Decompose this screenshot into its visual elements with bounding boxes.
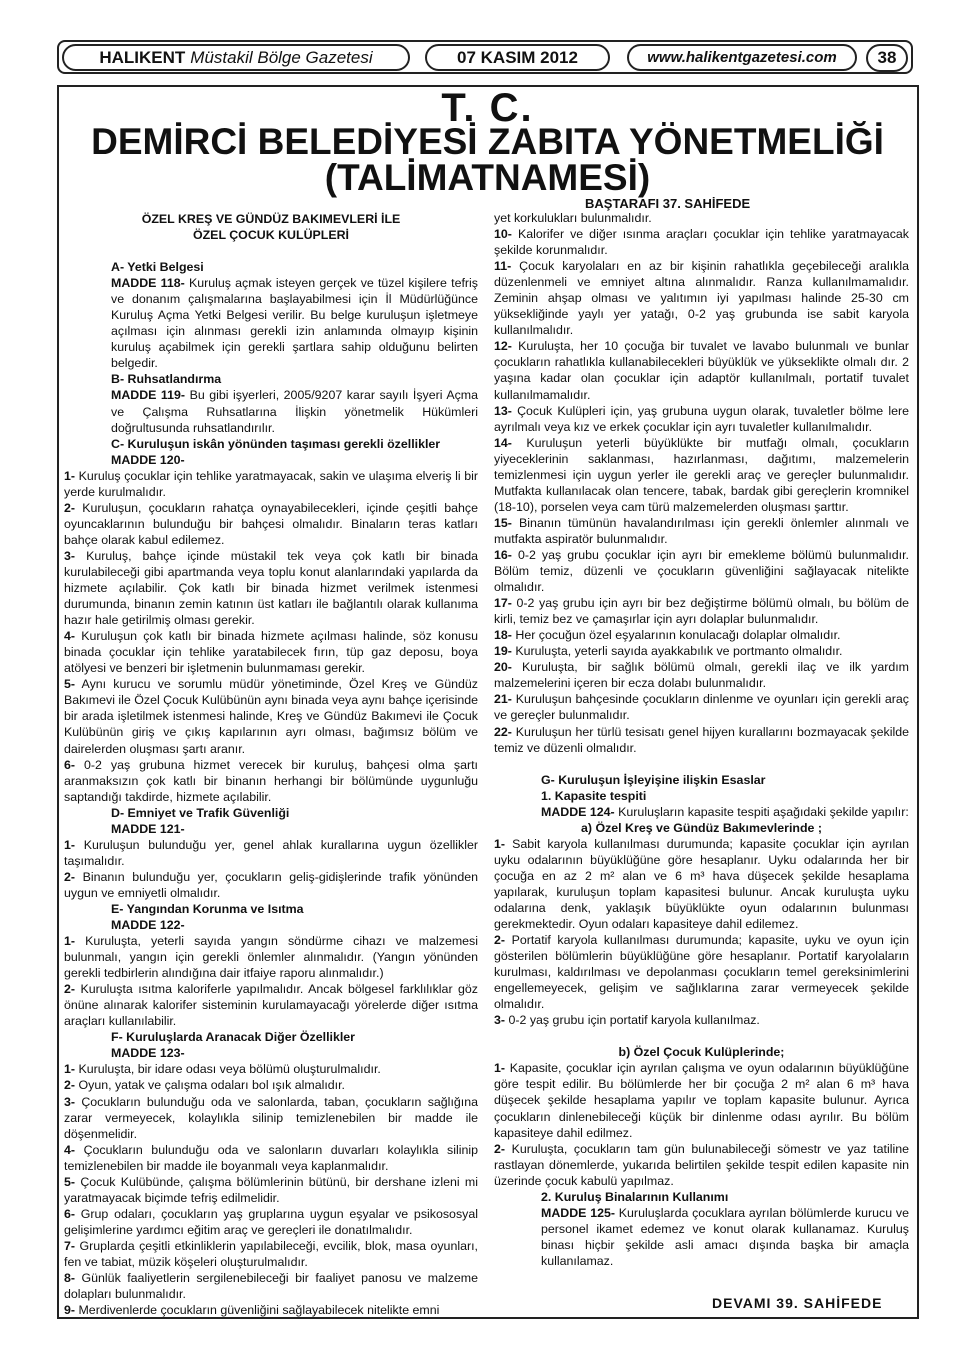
list-item: 2- Binanın bulunduğu yer, çocukların geliş-gidişlerinde trafik yönünden uygun ve emniyetli olmalıdır.	[64, 869, 478, 900]
left-column	[64, 211, 478, 1318]
title-line-1: T. C.	[441, 86, 534, 130]
list-item: 3- Kuruluş, bahçe içinde müstakil tek veya çok katlı bir binada kurulabileceği gibi apartmanda veya toplu konut alanlarındaki yapılarda da hizmete açılabilir. Çok katlı bir binada hizmet verilmek istenmesi durumunda, binanın zemin katının üst katları ile bağlantılı olarak kullanıma hazır hale getirilmiş olması gerekir.	[64, 548, 478, 628]
list-item: yet korkulukları bulunmalıdır.	[494, 211, 652, 225]
title-line-2: DEMİRCİ BELEDİYESİ ZABITA YÖNETMELİĞİ	[91, 121, 884, 162]
subsection-title: b) Özel Çocuk Kulüplerinde;	[618, 1045, 785, 1060]
paper-subtitle: Müstakil Bölge Gazetesi	[190, 47, 373, 67]
list-item: 17- 0-2 yaş grubu için ayrı bir bez değiştirme bölümü olmalı, bu bölüm de kirli, temiz bez ve çamaşırlar için ayrı dolaplar bulunmalıdır.	[494, 596, 909, 627]
list-item: 2- Kuruluşun, çocukların rahatça oynayabilecekleri, içinde çeşitli bahçe oyuncaklarının bulunduğu bir bahçesi olmalıdır. Binaların teras katları bahçe olarak kabul edilemez.	[64, 500, 478, 547]
article-paragraph: MADDE 118- Kuruluş açmak isteyen gerçek ve tüzel kişilere tefriş ve donanım çalışmalarına başlayabilmesi için İl Müdürlüğünce Kuruluş Açma Yetki Belgesi verilir. Bu belge kuruluşun işletmeye açılması için alınması gerekli izin anlamında olmayıp kişinin kuruluş açabilmek için gerekli şartlara sahip olduğunu belirten belgedir.	[111, 276, 478, 371]
subsection-title: a) Özel Kreş ve Gündüz Bakımevlerinde ;	[580, 820, 822, 835]
list-item: 14- Kuruluşun yeterli büyüklükte bir mutfağı olmalı, çocukların yiyeceklerinin saklanması, hazırlanması, dağıtımı, malzemelerin temizlenmesi için uygun yerler ile gerekli araç ve gereçler bulunmalıdır. Mutfakta kullanılacak olan tencere, tabak, bardak gibi gereçlerin kromnikel (18-10), porselen veya cam türü malzemelerden oluşması şarttır.	[494, 435, 909, 514]
list-item: 1- Kuruluşta, bir idare odası veya bölümü oluşturulmalıdır.	[64, 1062, 381, 1077]
list-item: 1- Kapasite, çocuklar için ayrılan çalışma ve oyun odalarının büyüklüğüne göre tespit edilir. Bu bölümlerde her bir çocuğa 2 m² alan 6 m³ hava düşecek şekilde hesaplama yapılır ve toplam kapasite bulunur. Ayrıca çocukların dinlenebileceği küçük bir dinlenme odası ayrılır. Bu bölüm kapasiteye dahil edilmez.	[494, 1061, 909, 1140]
continued-to: DEVAMI 39. SAHİFEDE	[712, 1295, 883, 1311]
subsection-title: 1. Kapasite tespiti	[541, 788, 647, 803]
list-item: 21- Kuruluşun bahçesinde çocukların dinlenme ve oyunları için gerekli araç ve gereçler bulunmalıdır.	[494, 692, 909, 723]
list-item: 13- Çocuk Kulüpleri için, yaş grubuna uygun olarak, tuvaletler bölme lere ayrılmalı veya kız ve erkek çocuklar için ayrı tuvaletler kullanılmalıdır.	[494, 403, 909, 434]
list-item: 3- 0-2 yaş grubu için portatif karyola kullanılmaz.	[494, 1013, 760, 1028]
list-item: 5- Aynı kurucu ve sorumlu müdür yönetiminde, Özel Kreş ve Gündüz Bakımevi ile Özel Çocuk Kulübünün aynı binada veya aynı bahçe içerisinde bir arada işletilmek istenmesi halinde, Kreş ve Gündüz Bakımevi ile Çocuk Kulübünün giriş ve çıkış kapılarının ayrı olması, bağımsız bölüm ve dairelerden oluşması şartı aranır.	[64, 677, 478, 756]
subsection-title: E- Yangından Korunma ve Isıtma	[111, 901, 304, 916]
subsection-title: A- Yetki Belgesi	[111, 260, 204, 275]
list-item: 2- Oyun, yatak ve çalışma odaları bol ışık almalıdır.	[64, 1078, 345, 1093]
list-item: 7- Gruplarda çeşitli etkinliklerin yapılabileceği, evcilik, blok, masa oyunları, fen ve tabiat, müzik köşeleri oluşturulmalıdır.	[64, 1238, 478, 1269]
page-number: 38	[866, 44, 908, 72]
article-paragraph: MADDE 125- Kuruluşlarda çocuklara ayrılan bölümlerde kurucu ve personel ikamet edemez ve konut olarak kullanamaz. Kuruluş binası hiçbir şekilde asli amacı dışında başka bir amaçla kullanılamaz.	[541, 1205, 909, 1268]
list-item: 3- Çocukların bulunduğu oda ve salonlarda, taban, çocukların sağlığına zarar vermeyecek, kolaylıkla silinip temizlenebilen bir madde ile döşenmelidir.	[64, 1094, 478, 1141]
section-heading: ÖZEL ÇOCUK KULÜPLERİ	[192, 228, 350, 243]
list-item: 11- Çocuk karyolaları en az bir kişinin rahatlıkla geçebileceği aralıkla düzenlenmeli ve emniyet altına alınmalıdır. Ranza kullanılmamalıdır. Zeminin ahşap olması ve yalıtımın iyi yapılması halinde 25-30 cm yüksekliğinde yaylı yer yatağı, 0-2 yaş grubunda ise sabit karyola kullanılmalıdır.	[494, 259, 909, 338]
list-item: 1- Kuruluşun bulunduğu yer, genel ahlak kurallarına uygun özellikler taşımalıdır.	[64, 837, 478, 868]
subsection-title: C- Kuruluşun iskân yönünden taşıması gerekli özellikler	[111, 436, 441, 451]
paper-name-badge	[62, 44, 410, 71]
list-item: 4- Çocukların bulunduğu oda ve salonların duvarları kolaylıkla silinip temizlenebilen bir madde ile boyanmalı veya kaplanmalıdır.	[64, 1142, 478, 1173]
list-item: 20- Kuruluşta, bir sağlık bölümü olmalı, gerekli ilaç ve ilk yardım malzemelerini içeren bir ecza dolabı bulunmalıdır.	[494, 660, 909, 691]
article-number: MADDE 122-	[111, 918, 185, 933]
subsection-title: D- Emniyet ve Trafik Güvenliği	[111, 805, 290, 820]
title-line-3: (TALİMATNAMESİ)	[324, 157, 651, 198]
subsection-title: B- Ruhsatlandırma	[111, 372, 222, 387]
list-item: 22- Kuruluşun her türlü tesisatı genel hijyen kurallarını bozmayacak şekilde temiz ve düzenli olmalıdır.	[494, 724, 909, 755]
list-item: 18- Her çocuğun özel eşyalarının konulacağı dolaplar olmalıdır.	[494, 628, 841, 643]
list-item: 2- Kuruluşta ısıtma kaloriferle yapılmalıdır. Ancak bölgesel farklılıklar göz önüne alınarak kalorifer sisteminin kurulamayacağı yörelerde diğer ısıtma araçları kullanılabilir.	[64, 982, 478, 1029]
list-item: 2- Kuruluşta, çocukların tam gün bulunabileceği sömestr ve yaz tatiline rastlayan dönemlerde, yukarıda belirtilen şekilde tespit edilen kapasite nin üzerinde çocuk kabulü yapılmaz.	[494, 1141, 909, 1188]
list-item: 2- Portatif karyola kullanılması durumunda; kapasite, uyku ve oyun için gösterilen bölümlerin büyüklüğüne göre hesaplanır. Portatif karyolaların kurulması, kaldırılması ve depolanması çocukların temel gereksinimlerini engellemeyecek, gelişim ve sağlıklarına zarar vermeyecek şekilde olmalıdır.	[494, 933, 909, 1012]
list-item: 1- Kuruluş çocuklar için tehlike yaratmayacak, sakin ve ulaşıma elveriş li bir yerde kurulmalıdır.	[64, 468, 478, 499]
article-paragraph: MADDE 119- Bu gibi işyerleri, 2005/9207 karar sayılı İşyeri Açma ve Çalışma Ruhsatlarına İlişkin yönetmelik Hükümleri doğrultusunda ruhsatlandırılır.	[111, 388, 478, 435]
right-column	[494, 210, 909, 1269]
website-link[interactable]: www.halikentgazetesi.com	[627, 44, 857, 71]
subsection-title: 2. Kuruluş Binalarının Kullanımı	[541, 1189, 729, 1204]
list-item: 6- 0-2 yaş grubuna hizmet verecek bir kuruluş, bahçesi olma şartı aranmaksızın çok katlı bir binanın herhangi bir bölümünde uygunluğu saptandığı takdirde, hizmete açılabilir.	[64, 757, 478, 804]
list-item: 12- Kuruluşta, her 10 çocuğa bir tuvalet ve lavabo bulunmalı ve bunlar çocukların rahatlıkla kullanabilecekleri büyüklük ve yükseklikte olmalı dır. 2 yaşına kadar olan çocuklar için adaptör kullanılmalı, portatif tuvalet kullanılmamalıdır.	[494, 339, 909, 402]
article-paragraph: MADDE 124- Kuruluşların kapasite tespiti aşağıdaki şekilde yapılır:	[541, 804, 909, 819]
list-item: 5- Çocuk Kulübünde, çalışma bölümlerinin bütünü, bir dershane izleni mi yaratmayacak biçimde tefriş edilmelidir.	[64, 1174, 478, 1205]
paper-name: HALIKENT	[99, 47, 186, 67]
list-item: 1- Sabit karyola kullanılması durumunda; kapasite çocuklar için ayrılan uyku odalarının büyüklüğüne göre hesaplanır. Uyku odalarında her bir çocuğa en az 2 m² alan ve 6 m³ hava düşecek şekilde hesaplama yapılarak, kuruluşun toplam kapasitesi bulunur. Ancak kuruluşta uyku odalarına denk, yaklaşık büyüklükte oyun odalarının bulunması gerekmektedir. Oyun odaları kapasiteye dahil edilemez.	[494, 836, 909, 932]
article-number: MADDE 121-	[111, 821, 185, 836]
continued-from: BAŞTARAFI 37. SAHİFEDE	[585, 196, 751, 211]
list-item: 19- Kuruluşta, yeterli sayıda ayakkabılık ve portmanto olmalıdır.	[494, 644, 843, 659]
section-heading: ÖZEL KREŞ VE GÜNDÜZ BAKIMEVLERİ İLE	[141, 212, 401, 226]
list-item: 1- Kuruluşta, yeterli sayıda yangın söndürme cihazı ve malzemesi bulunmalı, yangın için gerekli önlemler alınmalıdır. (Yangın yönünden gerekli tedbirlerin alındığına dair itfaiye raporu alınmalıdır.)	[64, 934, 478, 981]
article-number: MADDE 120-	[111, 452, 185, 467]
list-item: 8- Günlük faaliyetlerin sergilenebileceği bir faaliyet panosu ve malzeme dolapları bulunmalıdır.	[64, 1271, 478, 1302]
subsection-title: G- Kuruluşun İşleyişine ilişkin Esaslar	[541, 772, 766, 787]
list-item: 4- Kuruluşun çok katlı bir binada hizmete açılması halinde, söz konusu binada çocuklar için tehlike yaratabilecek fırın, tüp gaz deposu, boya atölyesi ve benzeri bir işletmenin bulunmaması gerekir.	[64, 629, 478, 676]
article-number: MADDE 123-	[111, 1046, 185, 1061]
list-item: 9- Merdivenlerde çocukların güvenliğini sağlayabilecek nitelikte emni	[64, 1303, 440, 1318]
list-item: 16- 0-2 yaş grubu çocuklar için ayrı bir emekleme bölümü bulunmalıdır. Bölüm temiz, düzenli ve çocukların güvenliğini sağlayacak nitelikte olmalıdır.	[494, 547, 909, 595]
issue-date: 07 KASIM 2012	[425, 44, 610, 71]
subsection-title: F- Kuruluşlarda Aranacak Diğer Özellikler	[111, 1030, 355, 1045]
list-item: 15- Binanın tümünün havalandırılması için gerekli önlemler alınmalı ve mutfakta aspiratör bulunmalıdır.	[494, 515, 909, 546]
list-item: 10- Kalorifer ve diğer ısınma araçları çocuklar için tehlike yaratmayacak şekilde korunmalıdır.	[494, 227, 909, 258]
list-item: 6- Grup odaları, çocukların yaş gruplarına uygun eşyalar ve psikososyal gelişimlerine yardımcı eğitim araç ve gereçleri ile donatılmalıdır.	[64, 1206, 478, 1237]
